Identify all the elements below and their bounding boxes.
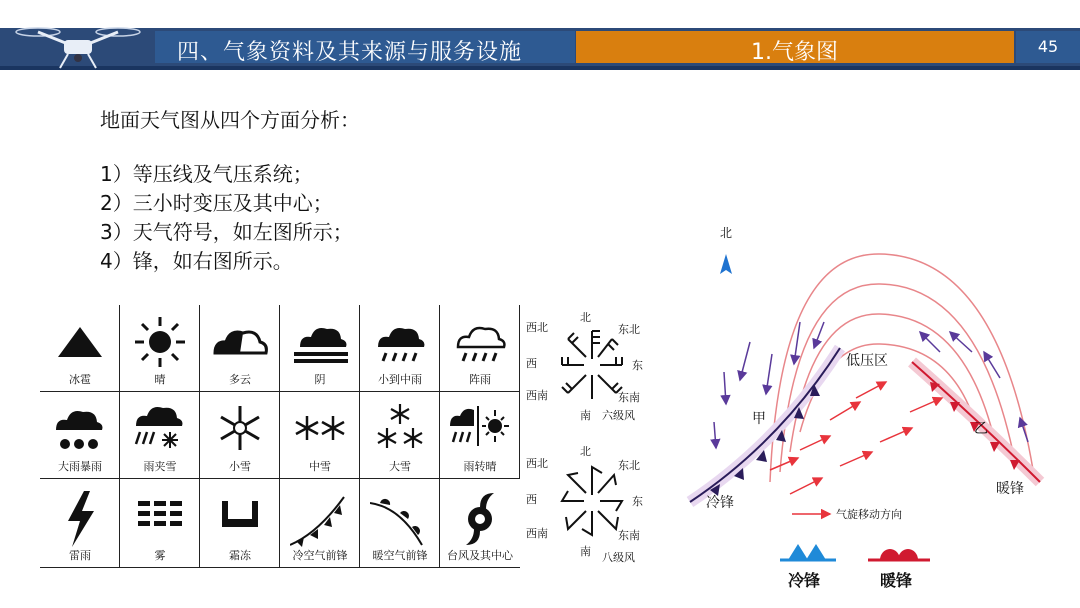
symbol-hail: 冰雹 [40,305,120,392]
symbol-fog: 雾 [120,479,200,568]
rain-to-sun-icon [450,402,510,457]
shower-icon [450,315,510,370]
symbol-sunny: 晴 [120,305,200,392]
symbol-moderate-snow: 中雪 [280,392,360,479]
point-jia-label: 甲 [752,411,766,427]
symbol-cloudy: 多云 [200,305,280,392]
heavy-rain-icon [50,402,110,457]
subsection-title-text: 1.气象图 [751,40,838,65]
triple-snowflake-icon [370,402,430,457]
wind-six-south: 南 [580,409,591,422]
list-item: 3）天气符号，如左图所示； [100,220,353,244]
wind-six-southwest: 西南 [526,389,548,402]
typhoon-icon [450,489,510,549]
wind-eight-south: 南 [580,545,591,558]
wind-eight-east: 东 [632,495,643,508]
sleet-icon [130,402,190,457]
double-snowflake-icon [290,402,350,457]
light-rain-icon [370,315,430,370]
wind-eight-northwest: 西北 [526,457,548,470]
drone-logo [8,18,148,76]
analysis-list [100,160,353,276]
wind-eight-label: 八级风 [602,551,635,564]
cyclone-direction-label: 气旋移动方向 [836,508,902,521]
wind-eight-north: 北 [580,445,591,458]
symbol-cold-front: 冷空气前锋 [280,479,360,568]
symbol-sleet: 雨夹雪 [120,392,200,479]
frost-icon [210,489,270,544]
wind-six-label: 六级风 [602,409,635,422]
symbol-rain-to-sunny: 雨转晴 [440,392,520,479]
symbol-heavy-rain: 大雨暴雨 [40,392,120,479]
point-yi-label: 乙 [974,421,988,437]
legend-cold-front-label: 冷锋 [788,571,821,590]
intro-text: 地面天气图从四个方面分析： [100,108,360,132]
cold-front-legend-icon [780,544,836,560]
symbol-light-rain: 小到中雨 [360,305,440,392]
snowflake-icon [210,402,270,457]
fog-icon [130,489,190,544]
section-title [155,31,575,63]
wind-eight-barbs-icon [542,455,642,547]
subsection-title [576,31,1014,63]
hail-icon [50,315,110,365]
weather-symbol-table [40,305,520,568]
header-divider [0,66,1080,70]
legend-warm-front-label: 暖锋 [880,571,913,590]
wind-eight-northeast: 东北 [618,459,640,472]
symbol-overcast: 阴 [280,305,360,392]
lightning-icon [50,489,110,549]
symbol-typhoon: 台风及其中心 [440,479,520,568]
wind-eight-southwest: 西南 [526,527,548,540]
north-label: 北 [720,226,733,240]
wind-six-southeast: 东南 [618,391,640,404]
wind-six-west: 西 [526,357,537,370]
list-item: 2）三小时变压及其中心； [100,191,333,215]
partly-cloudy-icon [210,315,270,365]
wind-eight-west: 西 [526,493,537,506]
symbol-frost: 霜冻 [200,479,280,568]
list-item: 4）锋，如右图所示。 [100,249,293,273]
symbol-thunderstorm: 雷雨 [40,479,120,568]
list-item: 1）等压线及气压系统； [100,162,313,186]
page-number: 45 [1016,31,1080,63]
overcast-icon [290,315,350,370]
wind-eight-southeast: 东南 [618,529,640,542]
north-arrow-icon [720,254,732,274]
wind-six-east: 东 [632,359,643,372]
warm-front-legend-icon [868,549,930,560]
low-pressure-label: 低压区 [846,353,888,369]
wind-symbol-panel [522,305,652,568]
section-title-text: 四、气象资料及其来源与服务设施 [177,40,523,65]
cold-front-icon [290,489,352,549]
wind-six-barbs-icon [542,319,642,411]
wind-six-north: 北 [580,311,591,324]
cyclone-diagram-svg [680,222,1060,602]
symbol-heavy-snow: 大雪 [360,392,440,479]
warm-front-icon [370,489,432,549]
wind-six-northeast: 东北 [618,323,640,336]
cold-front-label: 冷锋 [706,495,734,511]
cyclone-front-diagram [680,222,1060,602]
symbol-shower: 阵雨 [440,305,520,392]
symbol-light-snow: 小雪 [200,392,280,479]
warm-front-label: 暖锋 [996,481,1024,497]
symbol-warm-front: 暖空气前锋 [360,479,440,568]
sun-icon [130,315,190,370]
wind-six-northwest: 西北 [526,321,548,334]
header-bar [0,28,1080,70]
